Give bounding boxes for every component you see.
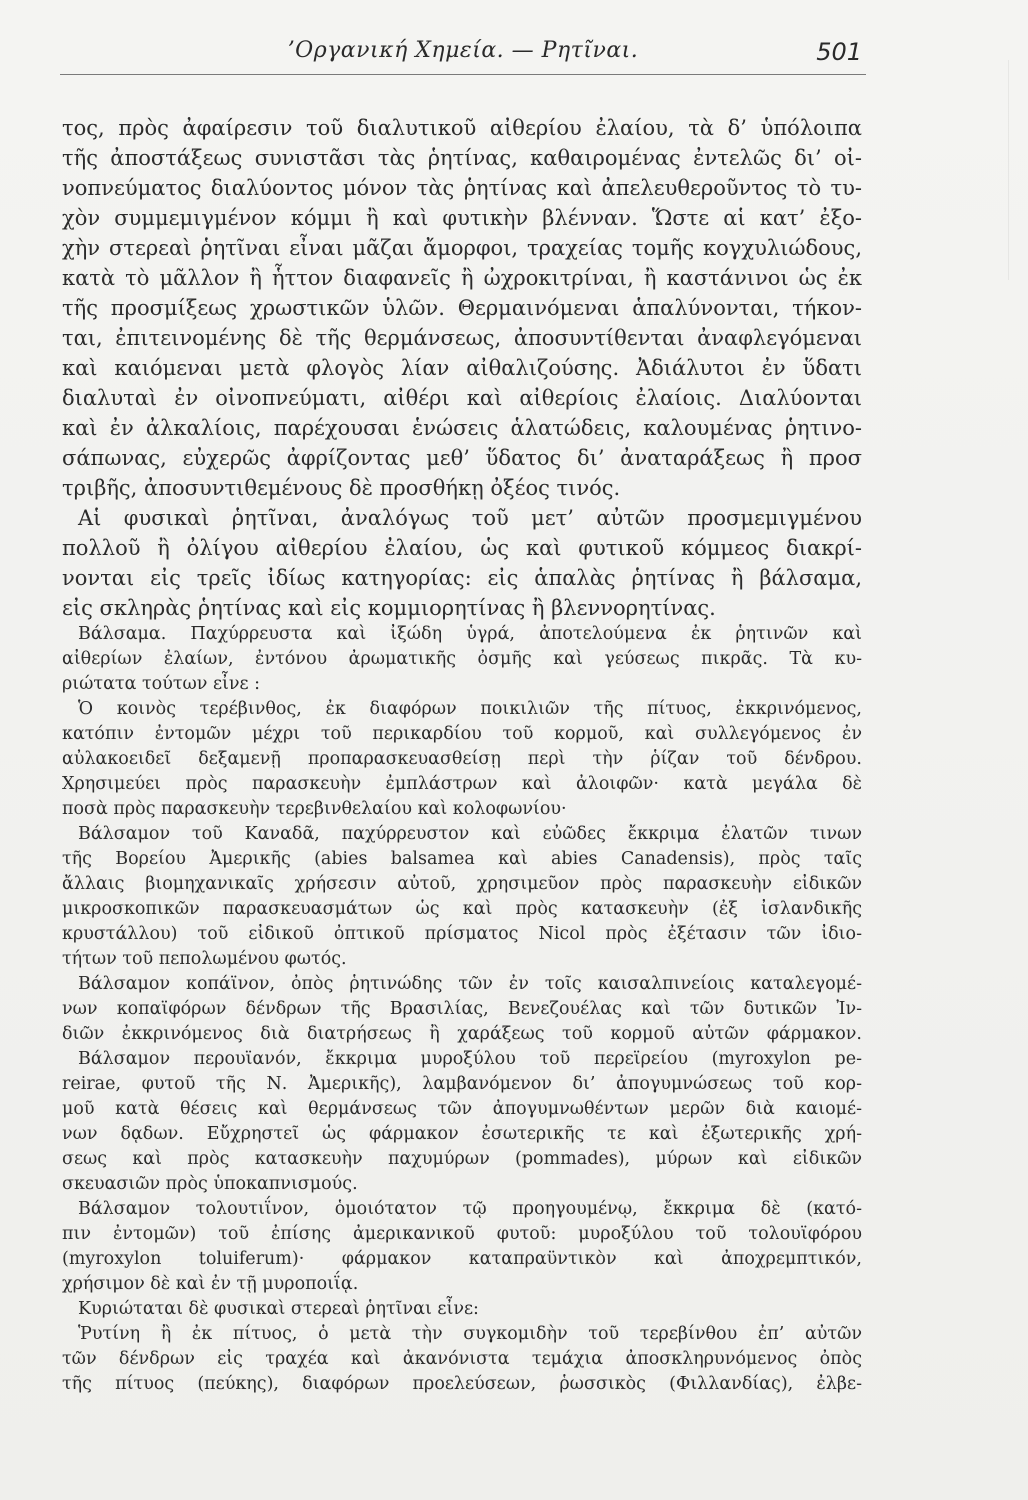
entry-line: πιν ἐντομῶν) τοῦ ἐπίσης ἀμερικανικοῦ φυτοῦ: μυροξύλου τοῦ τολουϊφόρου <box>62 1224 862 1244</box>
text-line: νοπνεύματος διαλύοντος μόνον τὰς ῥητίνας καὶ ἀπελευθεροῦντος τὸ τυ- <box>62 176 862 200</box>
entry-line: αἰθερίων ἐλαίων, ἐντόνου ἀρωματικῆς ὀσμῆς καὶ γεύσεως πικρᾶς. Τὰ κυ- <box>62 649 862 669</box>
entry-line: νων δᾳδων. Εὔχρηστεῖ ὡς φάρμακον ἐσωτερικῆς τε καὶ ἐξωτερικῆς χρή- <box>62 1124 862 1144</box>
entry-line: reirae, φυτοῦ τῆς Ν. Ἀμερικῆς), λαμβανόμενον δι’ ἀπογυμνώσεως τοῦ κορ- <box>62 1074 862 1094</box>
text-line: τριβῆς, ἀποσυντιθεμένους δὲ προσθήκῃ ὀξέος τινός. <box>62 476 621 500</box>
entry-line: κατόπιν ἐντομῶν μέχρι τοῦ περικαρδίου τοῦ κορμοῦ, καὶ συλλεγόμενος ἐν <box>62 724 862 744</box>
entry-line: τῆς Βορείου Ἀμερικῆς (abies balsamea καὶ abies Canadensis), πρὸς ταῖς <box>62 849 862 869</box>
text-line: καὶ ἐν ἀλκαλίοις, παρέχουσαι ἑνώσεις ἁλατώδεις, καλουμένας ῥητινο- <box>62 416 862 440</box>
entry-line: Ὁ κοινὸς τερέβινθος, ἐκ διαφόρων ποικιλιῶν τῆς πίτυος, ἐκκρινόμενος, <box>78 699 862 719</box>
entry-line: Βάλσαμα. Παχύρρευστα καὶ ἰξώδη ὑγρά, ἀποτελούμενα ἐκ ῥητινῶν καὶ <box>78 624 862 644</box>
running-header <box>60 38 866 78</box>
header-rule <box>60 74 866 75</box>
text-line: νονται εἰς τρεῖς ἰδίως κατηγορίας: εἰς ἁπαλὰς ῥητίνας ἢ βάλσαμα, <box>62 566 862 590</box>
entry-line: Βάλσαμον κοπάϊνον, ὀπὸς ῥητινώδης τῶν ἐν τοῖς καισαλπινείοις καταλεγομέ- <box>78 974 862 994</box>
page-edge-mark <box>968 60 1009 280</box>
entry-line: τῆς πίτυος (πεύκης), διαφόρων προελεύσεων, ῥωσσικὸς (Φιλλανδίας), ἐλβε- <box>62 1374 862 1394</box>
entry-line: Κυριώταται δὲ φυσικαὶ στερεαὶ ῥητῖναι εἶνε: <box>78 1299 479 1319</box>
entry-line: ποσὰ πρὸς παρασκευὴν τερεβινθελαίου καὶ κολοφωνίου· <box>62 799 567 819</box>
text-line: τος, πρὸς ἀφαίρεσιν τοῦ διαλυτικοῦ αἰθερίου ἐλαίου, τὰ δ’ ὑπόλοιπα <box>62 116 862 140</box>
entry-line: κρυστάλλου) τοῦ εἰδικοῦ ὀπτικοῦ πρίσματος Nicol πρὸς ἐξέτασιν τῶν ἰδιο- <box>62 924 862 944</box>
text-line: τῆς προσμίξεως χρωστικῶν ὑλῶν. Θερμαινόμεναι ἁπαλύνονται, τήκον- <box>62 296 862 320</box>
text-line: χὴν στερεαὶ ῥητῖναι εἶναι μᾶζαι ἄμορφοι, τραχείας τομῆς κογχυλιώδους, <box>62 236 862 260</box>
entry-line: σεως καὶ πρὸς κατασκευὴν παχυμύρων (pommades), μύρων καὶ εἰδικῶν <box>62 1149 862 1169</box>
entry-line: Ῥυτίνη ἢ ἐκ πίτυος, ὁ μετὰ τὴν συγκομιδὴν τοῦ τερεβίνθου ἐπ’ αὐτῶν <box>78 1324 862 1344</box>
entry-line: ἄλλαις βιομηχανικαῖς χρήσεσιν αὐτοῦ, χρησιμεῦον πρὸς παρασκευὴν εἰδικῶν <box>62 874 862 894</box>
text-line: εἰς σκληρὰς ῥητίνας καὶ εἰς κομμιορητίνας ἢ βλεννορητίνας. <box>62 596 716 620</box>
text-line: κατὰ τὸ μᾶλλον ἢ ἧττον διαφανεῖς ἢ ὠχροκιτρίναι, ἢ καστάνινοι ὡς ἐκ <box>62 266 862 290</box>
running-title: ’Οργανική Χημεία. — Ρητῖναι. <box>287 38 639 63</box>
entry-line: τῶν δένδρων εἰς τραχέα καὶ ἀκανόνιστα τεμάχια ἀποσκληρυνόμενος ὀπὸς <box>62 1349 862 1369</box>
text-line: πολλοῦ ἢ ὀλίγου αἰθερίου ἐλαίου, ὡς καὶ φυτικοῦ κόμμεος διακρί- <box>62 536 862 560</box>
entry-line: διῶν ἐκκρινόμενος διὰ διατρήσεως ἢ χαράξεως τοῦ κορμοῦ αὐτῶν φάρμακον. <box>62 1024 862 1044</box>
entry-line: μοῦ κατὰ θέσεις καὶ θερμάνσεως τῶν ἀπογυμνωθέντων μερῶν διὰ καιομέ- <box>62 1099 862 1119</box>
entry-line: μικροσκοπικῶν παρασκευασμάτων ὡς καὶ πρὸς κατασκευὴν (ἐξ ἰσλανδικῆς <box>62 899 862 919</box>
text-line: Αἱ φυσικαὶ ῥητῖναι, ἀναλόγως τοῦ μετ’ αὐτῶν προσμεμιγμένου <box>78 506 862 530</box>
entry-line: (myroxylon toluiferum)· φάρμακον καταπραϋντικὸν καὶ ἀποχρεμπτικόν, <box>62 1249 862 1269</box>
entry-line: ριώτατα τούτων εἶνε : <box>62 674 261 694</box>
entry-line: χρήσιμον δὲ καὶ ἐν τῇ μυροποιΐᾳ. <box>62 1274 359 1294</box>
entry-line: Βάλσαμον περουϊανόν, ἔκκριμα μυροξύλου τοῦ περεϊρείου (myroxylon pe- <box>78 1049 862 1069</box>
page-number: 501 <box>816 38 862 66</box>
text-line: ται, ἐπιτεινομένης δὲ τῆς θερμάνσεως, ἀποσυντίθενται ἀναφλεγόμεναι <box>62 326 862 350</box>
text-line: καὶ καιόμεναι μετὰ φλογὸς λίαν αἰθαλιζούσης. Ἀδιάλυτοι ἐν ὕδατι <box>62 356 862 380</box>
entry-line: τήτων τοῦ πεπολωμένου φωτός. <box>62 949 347 969</box>
entry-line: αὐλακοειδεῖ δεξαμενῇ προπαρασκευασθείσῃ περὶ τὴν ῥίζαν τοῦ δένδρου. <box>62 749 862 769</box>
entry-line: σκευασιῶν πρὸς ὑποκαπνισμούς. <box>62 1174 358 1194</box>
entry-line: νων κοπαϊφόρων δένδρων τῆς Βρασιλίας, Βενεζουέλας καὶ τῶν δυτικῶν Ἰν- <box>62 999 862 1019</box>
text-line: χὸν συμμεμιγμένον κόμμι ἢ καὶ φυτικὴν βλένναν. Ὥστε αἱ κατ’ ἐξο- <box>62 206 862 230</box>
entry-line: Βάλσαμον τολουτιΐνον, ὁμοιότατον τῷ προηγουμένῳ, ἔκκριμα δὲ (κατό- <box>78 1199 862 1219</box>
entry-line: Βάλσαμον τοῦ Καναδᾶ, παχύρρευστον καὶ εὐῶδες ἔκκριμα ἐλατῶν τινων <box>78 824 862 844</box>
text-line: σάπωνας, εὐχερῶς ἀφρίζοντας μεθ’ ὕδατος δι’ ἀναταράξεως ἢ προσ <box>62 446 862 470</box>
text-line: διαλυταὶ ἐν οἰνοπνεύματι, αἰθέρι καὶ αἰθερίοις ἐλαίοις. Διαλύονται <box>62 386 862 410</box>
entry-line: Χρησιμεύει πρὸς παρασκευὴν ἐμπλάστρων καὶ ἀλοιφῶν· κατὰ μεγάλα δὲ <box>62 774 862 794</box>
text-line: τῆς ἀποστάξεως συνιστᾶσι τὰς ῥητίνας, καθαιρομένας ἐντελῶς δι’ οἰ- <box>62 146 862 170</box>
